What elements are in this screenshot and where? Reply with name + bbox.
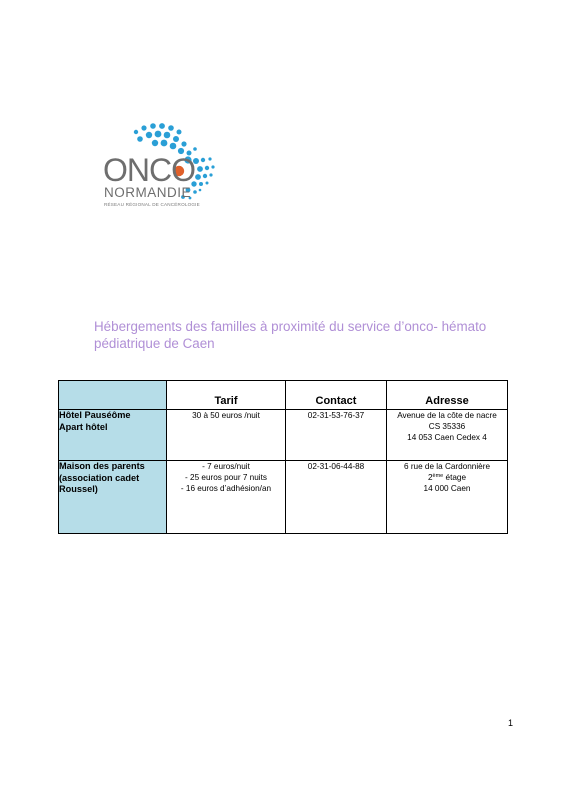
- row-name-line: Maison des parents: [59, 461, 145, 471]
- header-tarif: Tarif: [167, 381, 286, 410]
- header-contact: Contact: [286, 381, 387, 410]
- tarif-line: - 16 euros d’adhésion/an: [180, 484, 272, 493]
- tarif-cell: [167, 410, 286, 461]
- page-title: Hébergements des familles à proximité du service d’onco- hémato pédiatrique de Caen: [94, 319, 487, 351]
- table-header-row: [59, 381, 508, 410]
- page-number: 1: [508, 718, 514, 728]
- hosting-table: [58, 380, 508, 534]
- row-name: [59, 410, 167, 461]
- onco-normandie-logo: [100, 118, 235, 213]
- superscript: ème: [432, 473, 444, 479]
- header-adresse: Adresse: [387, 381, 508, 410]
- logo-normandie-text: NORMANDIE: [104, 185, 192, 200]
- address-cell: [387, 461, 508, 534]
- address-line: 2: [427, 473, 433, 482]
- address-line: étage: [443, 473, 467, 482]
- address-line: Avenue de la côte de nacre: [397, 411, 497, 420]
- tarif-line: 30 à 50 euros /nuit: [192, 411, 260, 420]
- row-name-line: Apart hôtel: [59, 421, 108, 432]
- address-cell: [387, 410, 508, 461]
- tarif-cell: [167, 461, 286, 534]
- contact-cell: 02-31-53-76-37: [286, 410, 387, 461]
- header-corner: [59, 381, 167, 410]
- address-line: 6 rue de la Cardonnière: [403, 462, 491, 471]
- row-name: [59, 461, 167, 534]
- tarif-line: - 25 euros pour 7 nuits: [185, 473, 267, 482]
- table-row: [59, 410, 508, 461]
- row-name-line: Roussel): [59, 484, 98, 494]
- table-row: [59, 461, 508, 534]
- address-line: CS 35336: [428, 422, 466, 431]
- tarif-line: - 7 euros/nuit: [202, 462, 250, 471]
- logo-onco-text: ONCO: [103, 152, 195, 188]
- address-line: 14 000 Caen: [423, 484, 471, 493]
- row-name-line: Hôtel Pauséôme: [59, 410, 131, 420]
- contact-cell: 02-31-06-44-88: [286, 461, 387, 534]
- row-name-line: (association cadet: [59, 472, 140, 483]
- address-line: 14 053 Caen Cedex 4: [407, 433, 487, 442]
- logo-tagline: RÉSEAU RÉGIONAL DE CANCÉROLOGIE: [104, 202, 200, 207]
